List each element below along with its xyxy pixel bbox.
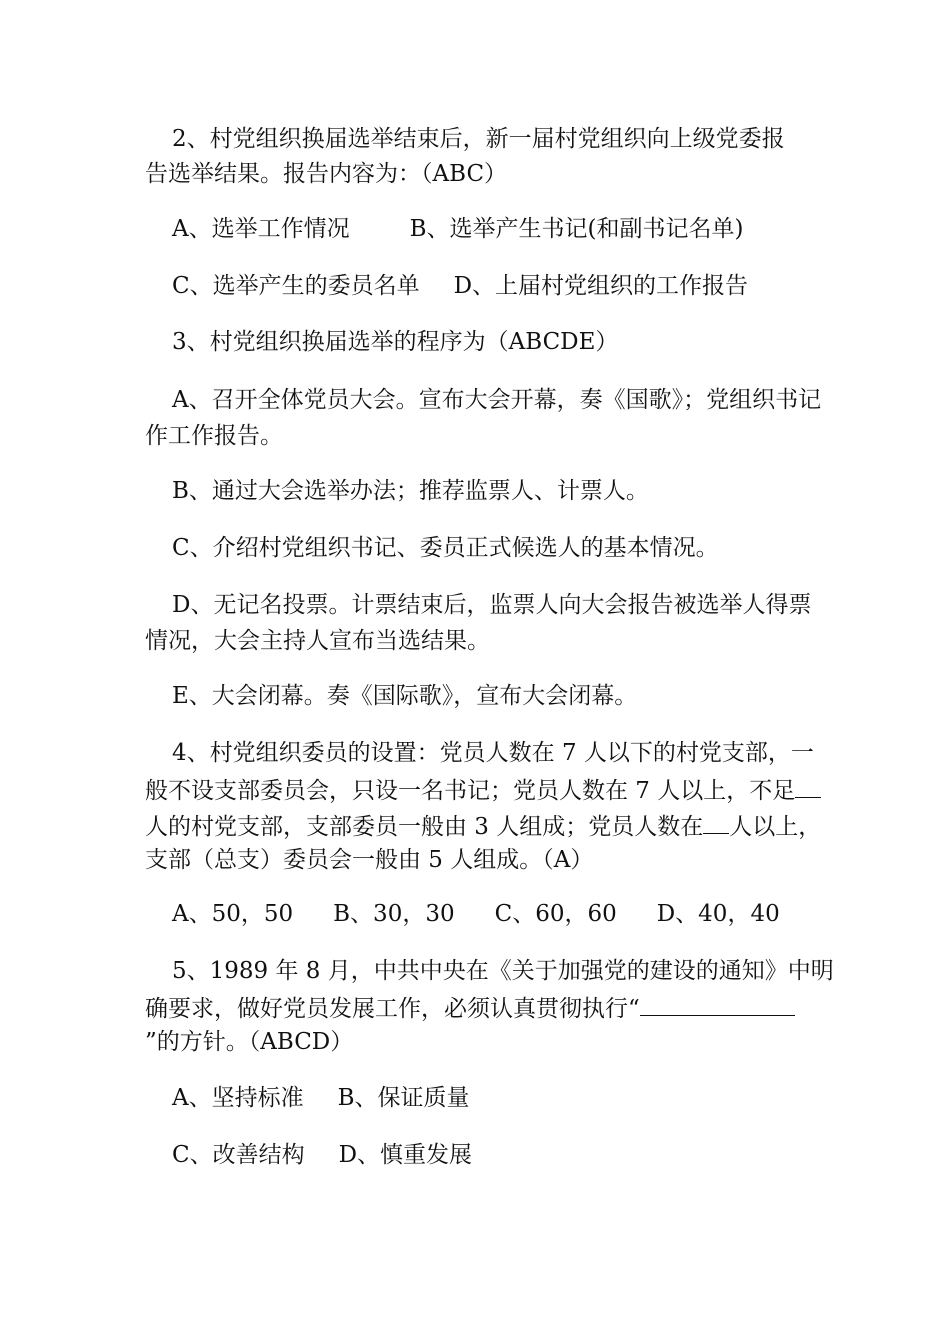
q3-stem: 3、村党组织换届选举的程序为（ABCDE） [172, 329, 619, 355]
q2-option-d: D、上届村党组织的工作报告 [453, 273, 749, 299]
q5-option-d: D、慎重发展 [338, 1142, 473, 1168]
q4-stem-line1: 4、村党组织委员的设置：党员人数在 7 人以下的村党支部，一 [172, 740, 814, 766]
q2-option-c: C、选举产生的委员名单 [172, 273, 420, 299]
q4-stem-line2 [145, 775, 810, 805]
q4-option-c: C、60，60 [494, 901, 617, 927]
q4-option-a: A、50，50 [172, 901, 294, 927]
q4-stem-line4: 支部（总支）委员会一般由 5 人组成。（A） [145, 847, 594, 873]
fill-in-blank [640, 993, 795, 1016]
fill-in-blank [795, 775, 821, 798]
q4-option-d: D、40，40 [656, 901, 780, 927]
q4-stem-line2-text: 般不设支部委员会，只设一名书记；党员人数在 7 人以上，不足 [145, 778, 796, 804]
fill-in-blank [703, 811, 729, 834]
q2-options-row2 [172, 272, 812, 300]
q3-option-b: B、通过大会选举办法；推荐监票人、计票人。 [172, 478, 649, 504]
q5-stem-line2-text: 确要求，做好党员发展工作，必须认真贯彻执行“ [145, 996, 640, 1022]
q3-option-a-line2: 作工作报告。 [145, 423, 283, 449]
q5-option-a: A、坚持标准 [172, 1085, 304, 1111]
q4-stem-line3-text-a: 人的村党支部，支部委员一般由 3 人组成；党员人数在 [145, 814, 704, 840]
q5-option-c: C、改善结构 [172, 1142, 305, 1168]
q5-options-row1 [172, 1084, 812, 1112]
q4-option-b: B、30，30 [333, 901, 455, 927]
q5-stem-line1: 5、1989 年 8 月，中共中央在《关于加强党的建设的通知》中明 [172, 958, 834, 984]
q3-option-d-line2: 情况，大会主持人宣布当选结果。 [145, 628, 490, 654]
q4-stem-line3 [145, 811, 822, 841]
q3-option-d-line1: D、无记名投票。计票结束后，监票人向大会报告被选举人得票 [172, 592, 812, 618]
q5-options-row2 [172, 1141, 812, 1169]
q2-option-b: B、选举产生书记(和副书记名单) [409, 216, 744, 242]
q5-stem-line2 [145, 993, 810, 1023]
q3-option-a-line1: A、召开全体党员大会。宣布大会开幕，奏《国歌》；党组织书记 [172, 387, 822, 413]
q3-option-e: E、大会闭幕。奏《国际歌》，宣布大会闭幕。 [172, 683, 638, 709]
q2-stem-line2: 告选举结果。报告内容为：（ABC） [145, 161, 508, 187]
q5-stem-line3: ”的方针。（ABCD） [145, 1029, 354, 1055]
q2-stem-line1: 2、村党组织换届选举结束后，新一届村党组织向上级党委报 [172, 126, 785, 152]
q2-option-a: A、选举工作情况 [172, 216, 350, 242]
q4-stem-line3-text-b: 人以上， [729, 814, 822, 840]
q2-options-row1 [172, 215, 812, 243]
q3-option-c: C、介绍村党组织书记、委员正式候选人的基本情况。 [172, 535, 719, 561]
q5-option-b: B、保证质量 [337, 1085, 470, 1111]
q4-options [172, 900, 812, 928]
